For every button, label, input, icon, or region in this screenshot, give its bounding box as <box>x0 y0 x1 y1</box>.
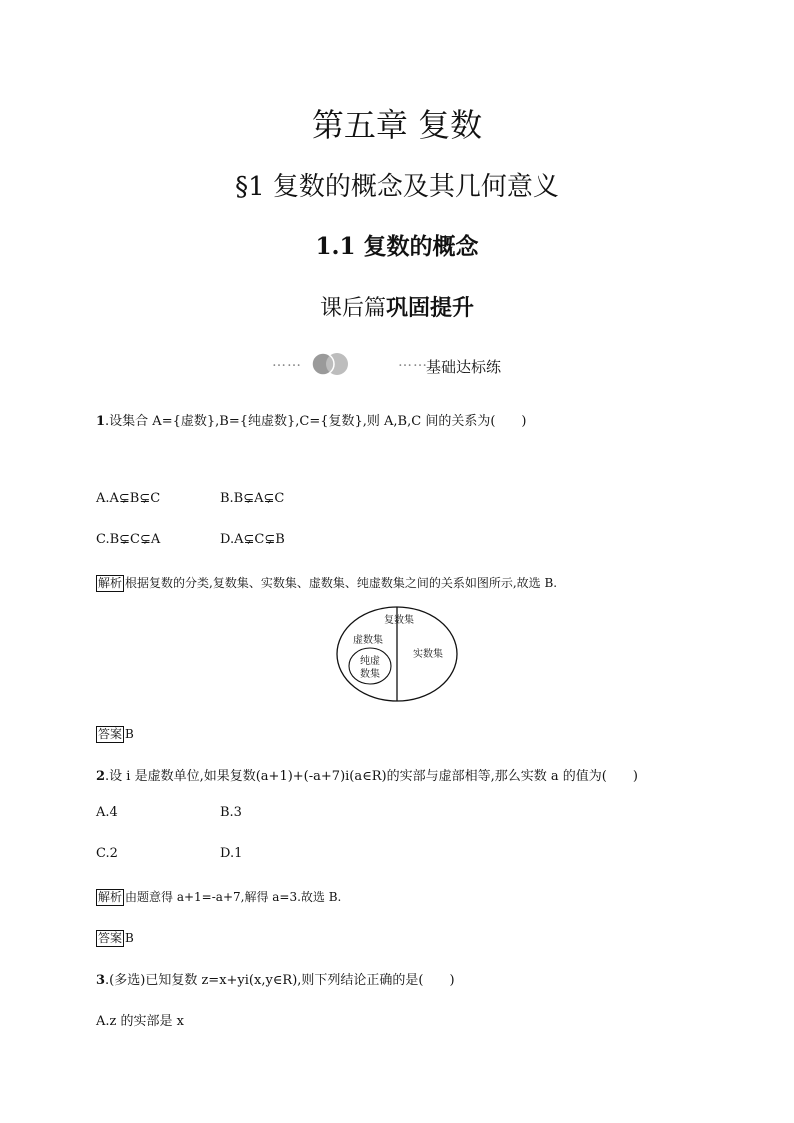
q2-option-b: B.3 <box>220 805 242 820</box>
q2-answer-value: B <box>125 931 134 945</box>
label-imaginary-set: 虚数集 <box>353 635 383 646</box>
section-title: §1 复数的概念及其几何意义 <box>235 172 559 202</box>
banner-dots-left: …… <box>272 354 302 370</box>
question-3-text: .(多选)已知复数 z=x+yi(x,y∈R),则下列结论正确的是( ) <box>105 973 455 988</box>
post-class-heading <box>0 291 794 322</box>
q2-analysis-text: 由题意得 a+1=-a+7,解得 a=3.故选 B. <box>125 890 342 904</box>
label-real-set: 实数集 <box>413 649 443 660</box>
q2-option-c: C.2 <box>96 846 118 861</box>
q1-answer <box>96 723 134 743</box>
answer-tag: 答案 <box>98 931 123 945</box>
q1-option-d: D.A⊊C⊊B <box>220 532 285 547</box>
q2-analysis <box>96 886 341 906</box>
question-1-number: 1 <box>96 414 106 429</box>
chapter-title: 第五章 复数 <box>311 106 483 144</box>
question-2 <box>96 765 638 784</box>
q1-answer-value: B <box>125 727 134 741</box>
banner-label: 基础达标练 <box>426 358 502 376</box>
question-3-number: 3 <box>96 973 106 988</box>
q1-analysis-text: 根据复数的分类,复数集、实数集、虚数集、纯虚数集之间的关系如图所示,故选 B. <box>125 576 558 590</box>
q2-option-d: D.1 <box>220 846 243 861</box>
set-relationship-diagram <box>334 604 460 704</box>
analysis-tag: 解析 <box>98 890 123 904</box>
analysis-tag: 解析 <box>98 576 123 590</box>
question-1 <box>96 410 526 429</box>
q2-answer <box>96 927 134 947</box>
answer-tag: 答案 <box>98 727 123 741</box>
banner-circles-icon <box>308 350 354 378</box>
banner-dots-right: …… <box>398 354 428 370</box>
q1-option-a: A.A⊊B⊊C <box>96 491 161 506</box>
q2-option-a: A.4 <box>96 805 118 820</box>
label-pure-line1: 纯虚 <box>360 656 380 667</box>
q1-option-c: C.B⊊C⊊A <box>96 532 161 547</box>
question-2-text: .设 i 是虚数单位,如果复数(a+1)+(-a+7)i(a∈R)的实部与虚部相等,那么实数 a 的值为( ) <box>105 769 638 784</box>
label-pure-line2: 数集 <box>360 669 380 680</box>
level-banner <box>272 350 532 380</box>
question-2-number: 2 <box>96 769 106 784</box>
question-3 <box>96 969 455 988</box>
subsection-title: 1.1 复数的概念 <box>315 233 479 260</box>
q3-option-a: A.z 的实部是 x <box>96 1014 184 1029</box>
label-complex-set: 复数集 <box>384 615 414 626</box>
post-class-prefix: 课后篇 <box>319 296 386 321</box>
post-class-bold: 巩固提升 <box>386 295 475 321</box>
q1-analysis <box>96 572 557 592</box>
question-1-text: .设集合 A={虚数},B={纯虚数},C={复数},则 A,B,C 间的关系为( ) <box>105 414 527 429</box>
q1-option-b: B.B⊊A⊊C <box>220 491 285 506</box>
